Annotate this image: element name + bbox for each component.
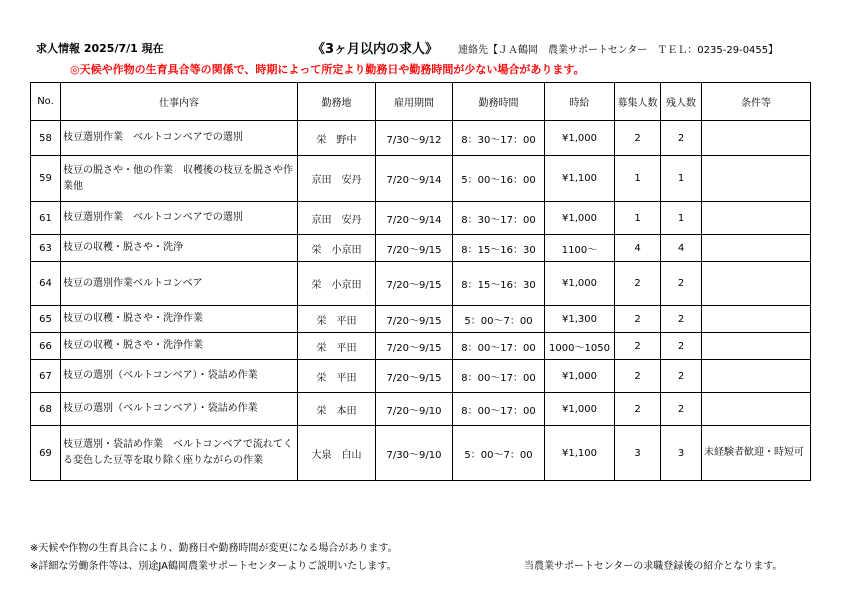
table-row	[31, 426, 811, 481]
work-hours-cell: 8：30～17：00	[453, 121, 545, 156]
table-row	[31, 202, 811, 235]
job-number-cell: 64	[31, 262, 61, 306]
employment-period-cell: 7/20～9/15	[376, 235, 453, 262]
openings-count-cell: 4	[615, 235, 661, 262]
remaining-count-cell: 2	[661, 262, 702, 306]
job-table	[30, 82, 811, 481]
column-header: 残人数	[661, 83, 702, 121]
work-hours-cell: 8：30～17：00	[453, 202, 545, 235]
employment-period-cell: 7/20～9/14	[376, 156, 453, 202]
work-location-cell: 栄 小京田	[298, 235, 376, 262]
hourly-wage-cell: ¥1,100	[545, 156, 615, 202]
work-hours-cell: 5：00～7：00	[453, 306, 545, 333]
work-location-cell: 大泉 白山	[298, 426, 376, 481]
table-row	[31, 306, 811, 333]
employment-period-cell: 7/30～9/12	[376, 121, 453, 156]
table-row	[31, 333, 811, 360]
openings-count-cell: 2	[615, 393, 661, 426]
remaining-count-cell: 4	[661, 235, 702, 262]
job-description-cell: 枝豆選別作業 ベルトコンベアでの選別	[61, 121, 298, 156]
openings-count-cell: 2	[615, 360, 661, 393]
job-description-cell: 枝豆の選別作業ベルトコンベア	[61, 262, 298, 306]
remaining-count-cell: 2	[661, 121, 702, 156]
conditions-cell	[702, 156, 811, 202]
job-description-cell: 枝豆の収穫・脱さや・洗浄	[61, 235, 298, 262]
table-row	[31, 393, 811, 426]
column-header: 仕事内容	[61, 83, 298, 121]
work-location-cell: 栄 野中	[298, 121, 376, 156]
conditions-cell	[702, 235, 811, 262]
hourly-wage-cell: ¥1,300	[545, 306, 615, 333]
remaining-count-cell: 2	[661, 360, 702, 393]
job-description-cell: 枝豆の脱さや・他の作業 収穫後の枝豆を脱さや作業他	[61, 156, 298, 202]
work-hours-cell: 5：00～7：00	[453, 426, 545, 481]
table-row	[31, 156, 811, 202]
work-location-cell: 栄 平田	[298, 333, 376, 360]
hourly-wage-cell: ¥1,000	[545, 262, 615, 306]
hourly-wage-cell: ¥1,000	[545, 121, 615, 156]
footer-note: ※天候や作物の生育具合により、勤務日や勤務時間が変更になる場合があります。	[30, 543, 398, 554]
hourly-wage-cell: ¥1,000	[545, 393, 615, 426]
openings-count-cell: 2	[615, 262, 661, 306]
document-title: 《3ヶ月以内の求人》	[312, 42, 439, 57]
column-header: 時給	[545, 83, 615, 121]
hourly-wage-cell: ¥1,000	[545, 202, 615, 235]
footer-note: 当農業サポートセンターの求職登録後の紹介となります。	[524, 561, 783, 572]
job-number-cell: 58	[31, 121, 61, 156]
job-number-cell: 61	[31, 202, 61, 235]
conditions-cell	[702, 333, 811, 360]
conditions-cell: 未経験者歓迎・時短可	[702, 426, 811, 481]
work-hours-cell: 8：15～16：30	[453, 262, 545, 306]
work-location-cell: 栄 本田	[298, 393, 376, 426]
conditions-cell	[702, 393, 811, 426]
employment-period-cell: 7/20～9/15	[376, 262, 453, 306]
job-number-cell: 69	[31, 426, 61, 481]
table-header-row	[31, 83, 811, 121]
table-row	[31, 235, 811, 262]
remaining-count-cell: 2	[661, 306, 702, 333]
job-description-cell: 枝豆の選別（ベルトコンベア）・袋詰め作業	[61, 393, 298, 426]
openings-count-cell: 2	[615, 333, 661, 360]
footer-note: ※詳細な労働条件等は、別途JA鶴岡農業サポートセンターよりご説明いたします。	[30, 561, 397, 572]
job-number-cell: 68	[31, 393, 61, 426]
employment-period-cell: 7/20～9/15	[376, 333, 453, 360]
column-header: No.	[31, 83, 61, 121]
conditions-cell	[702, 306, 811, 333]
remaining-count-cell: 2	[661, 393, 702, 426]
conditions-cell	[702, 360, 811, 393]
job-number-cell: 65	[31, 306, 61, 333]
work-hours-cell: 8：00～17：00	[453, 360, 545, 393]
table-row	[31, 360, 811, 393]
hourly-wage-cell: 1000～1050	[545, 333, 615, 360]
column-header: 募集人数	[615, 83, 661, 121]
column-header: 勤務地	[298, 83, 376, 121]
remaining-count-cell: 3	[661, 426, 702, 481]
warning-notice: ◎天候や作物の生育具合等の関係で、時期によって所定より勤務日や勤務時間が少ない場合があります。	[70, 63, 585, 76]
hourly-wage-cell: ¥1,100	[545, 426, 615, 481]
job-number-cell: 59	[31, 156, 61, 202]
conditions-cell	[702, 202, 811, 235]
conditions-cell	[702, 262, 811, 306]
openings-count-cell: 3	[615, 426, 661, 481]
column-header: 勤務時間	[453, 83, 545, 121]
table-row	[31, 262, 811, 306]
openings-count-cell: 2	[615, 306, 661, 333]
openings-count-cell: 2	[615, 121, 661, 156]
job-number-cell: 67	[31, 360, 61, 393]
job-number-cell: 66	[31, 333, 61, 360]
work-location-cell: 栄 平田	[298, 360, 376, 393]
employment-period-cell: 7/20～9/10	[376, 393, 453, 426]
job-number-cell: 63	[31, 235, 61, 262]
work-hours-cell: 5：00～16：00	[453, 156, 545, 202]
hourly-wage-cell: 1100～	[545, 235, 615, 262]
work-hours-cell: 8：00～17：00	[453, 333, 545, 360]
openings-count-cell: 1	[615, 156, 661, 202]
work-location-cell: 京田 安丹	[298, 202, 376, 235]
job-description-cell: 枝豆の選別（ベルトコンベア）・袋詰め作業	[61, 360, 298, 393]
column-header: 雇用期間	[376, 83, 453, 121]
employment-period-cell: 7/20～9/14	[376, 202, 453, 235]
hourly-wage-cell: ¥1,000	[545, 360, 615, 393]
contact-info: 連絡先【ＪＡ鶴岡 農業サポートセンター ＴＥＬ：0235-29-0455】	[458, 45, 779, 56]
conditions-cell	[702, 121, 811, 156]
work-location-cell: 栄 平田	[298, 306, 376, 333]
job-description-cell: 枝豆選別・袋詰め作業 ベルトコンベアで流れてくる変色した豆等を取り除く座りながらの作業	[61, 426, 298, 481]
job-description-cell: 枝豆の収穫・脱さや・洗浄作業	[61, 306, 298, 333]
remaining-count-cell: 1	[661, 202, 702, 235]
job-description-cell: 枝豆の収穫・脱さや・洗浄作業	[61, 333, 298, 360]
openings-count-cell: 1	[615, 202, 661, 235]
work-hours-cell: 8：00～17：00	[453, 393, 545, 426]
document-date-header: 求人情報 2025/7/1 現在	[36, 42, 164, 55]
table-row	[31, 121, 811, 156]
work-location-cell: 栄 小京田	[298, 262, 376, 306]
remaining-count-cell: 1	[661, 156, 702, 202]
job-description-cell: 枝豆選別作業 ベルトコンベアでの選別	[61, 202, 298, 235]
work-hours-cell: 8：15～16：30	[453, 235, 545, 262]
employment-period-cell: 7/20～9/15	[376, 360, 453, 393]
employment-period-cell: 7/20～9/15	[376, 306, 453, 333]
column-header: 条件等	[702, 83, 811, 121]
work-location-cell: 京田 安丹	[298, 156, 376, 202]
employment-period-cell: 7/30～9/10	[376, 426, 453, 481]
remaining-count-cell: 2	[661, 333, 702, 360]
